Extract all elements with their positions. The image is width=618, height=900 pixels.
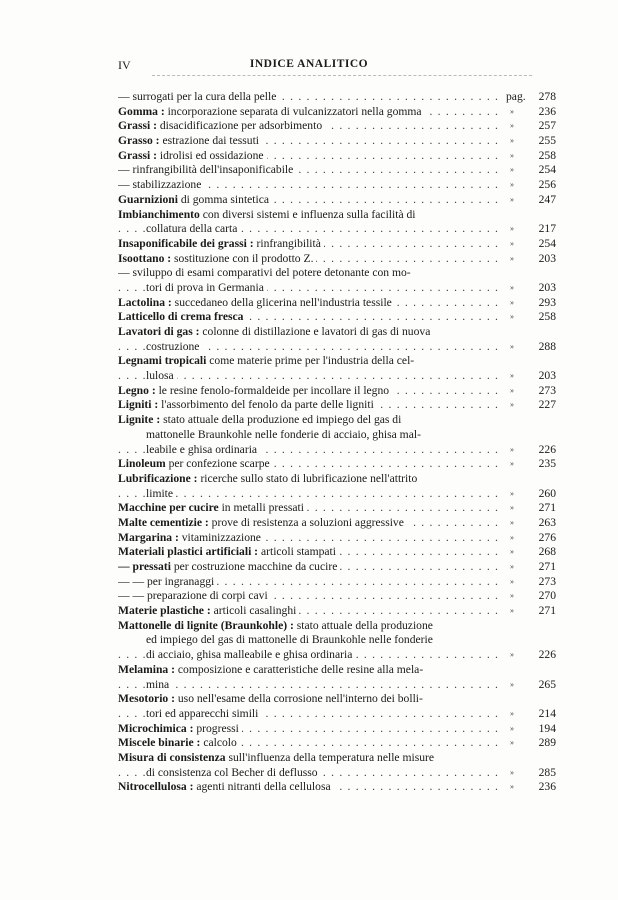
index-entry bbox=[118, 354, 558, 383]
entry-text: idrolisi ed ossidazione bbox=[156, 148, 264, 162]
page-ref-marker: » bbox=[510, 532, 514, 542]
entry-text: di gomma sintetica bbox=[177, 192, 270, 206]
page-ref-marker: » bbox=[510, 371, 514, 381]
page-number-ref: 214 bbox=[538, 706, 556, 720]
entry-text: collatura della carta bbox=[146, 222, 238, 236]
entry-text: ed impiego del gas di mattonelle di Braunkohle nelle fonderie bbox=[146, 633, 433, 647]
page-ref-marker: » bbox=[510, 738, 514, 748]
entry-text: — stabilizzazione bbox=[118, 178, 202, 192]
index-entry bbox=[118, 413, 558, 457]
index-line bbox=[118, 501, 558, 516]
entry-text: per costruzione macchine da cucire bbox=[170, 560, 338, 573]
page-ref-marker: » bbox=[510, 150, 514, 160]
page-number-ref: 273 bbox=[538, 383, 556, 397]
page-ref-marker: » bbox=[510, 591, 514, 601]
page-ref-marker: » bbox=[510, 297, 514, 307]
index-line bbox=[118, 722, 558, 737]
page-number-ref: 293 bbox=[538, 295, 556, 309]
page-ref-marker: » bbox=[510, 488, 514, 498]
entry-heading: Imbianchimento bbox=[118, 207, 200, 221]
page-number-ref: 254 bbox=[538, 236, 556, 250]
page-number-ref: 288 bbox=[538, 339, 556, 353]
index-line bbox=[118, 457, 558, 472]
entry-text: leabile e ghisa ordinaria bbox=[146, 442, 258, 456]
index-entry bbox=[118, 545, 558, 560]
entry-text: succedaneo della glicerina nell'industria tessile bbox=[171, 295, 392, 309]
entry-heading: Microchimica : bbox=[118, 721, 194, 735]
index-line bbox=[118, 354, 558, 369]
entry-text: incorporazione separata di vulcanizzatori nella gomma bbox=[164, 104, 422, 118]
entry-heading: Guarnizioni bbox=[118, 192, 178, 206]
entry-heading: Linoleum bbox=[118, 457, 166, 471]
index-entry bbox=[118, 457, 558, 472]
page-ref-marker: » bbox=[510, 767, 514, 777]
entry-heading: Insaponificabile dei grassi : bbox=[118, 236, 254, 250]
index-entry bbox=[118, 619, 558, 663]
index-list bbox=[118, 90, 558, 795]
entry-heading: Ligniti : bbox=[118, 398, 159, 412]
index-entry bbox=[118, 472, 558, 501]
page-ref-marker: » bbox=[510, 444, 514, 454]
entry-heading: Lignite : bbox=[118, 413, 161, 427]
page-number-ref: 194 bbox=[538, 721, 556, 735]
page-number-ref: 203 bbox=[538, 280, 556, 294]
entry-heading: Lubrificazione : bbox=[118, 471, 198, 485]
index-line bbox=[118, 310, 558, 325]
index-line bbox=[118, 90, 558, 105]
index-entry bbox=[118, 149, 558, 164]
index-entry bbox=[118, 780, 558, 795]
index-entry bbox=[118, 516, 558, 531]
index-line bbox=[118, 751, 558, 766]
page-number-ref: 289 bbox=[538, 736, 556, 750]
page-ref-marker: » bbox=[510, 503, 514, 513]
index-entry bbox=[118, 575, 558, 590]
entry-heading: Malte cementizie : bbox=[118, 515, 209, 529]
index-line bbox=[118, 589, 558, 604]
page-ref-marker: » bbox=[510, 606, 514, 616]
index-line bbox=[118, 648, 558, 663]
page-ref-marker: » bbox=[510, 679, 514, 689]
entry-heading: Mattonelle di lignite (Braunkohle) : bbox=[118, 618, 294, 632]
index-entry bbox=[118, 501, 558, 516]
entry-text: stato attuale della produzione bbox=[293, 618, 433, 632]
entry-heading: — pressati bbox=[118, 560, 171, 573]
page-number-ref: 285 bbox=[538, 765, 556, 779]
page-ref-marker: » bbox=[510, 708, 514, 718]
entry-text: per confezione scarpe bbox=[165, 457, 270, 471]
page-number-ref: 258 bbox=[538, 310, 556, 324]
page-number-ref: 257 bbox=[538, 119, 556, 133]
index-line bbox=[118, 766, 558, 781]
entry-text: limite bbox=[146, 486, 174, 500]
index-entry bbox=[118, 589, 558, 604]
page-number-ref: 236 bbox=[538, 780, 556, 794]
entry-text: mina bbox=[146, 677, 170, 691]
page-ref-marker: » bbox=[510, 782, 514, 792]
entry-text: estrazione dai tessuti bbox=[159, 134, 260, 148]
index-line bbox=[118, 296, 558, 311]
index-line bbox=[118, 780, 558, 795]
entry-heading: Grassi : bbox=[118, 119, 157, 133]
entry-heading: Misura di consistenza bbox=[118, 750, 226, 764]
page-ref-marker: » bbox=[510, 547, 514, 557]
entry-text: sostituzione con il prodotto Z. bbox=[171, 251, 314, 265]
index-line bbox=[118, 531, 558, 546]
page-ref-marker: » bbox=[510, 576, 514, 586]
entry-text: di consistenza col Becher di deflusso bbox=[146, 765, 318, 779]
page-ref-marker: » bbox=[510, 517, 514, 527]
page-number-ref: 256 bbox=[538, 178, 556, 192]
index-line bbox=[118, 413, 558, 428]
entry-text: — — preparazione di corpi cavi bbox=[118, 589, 268, 603]
index-line bbox=[118, 516, 558, 531]
entry-text: stato attuale della produzione ed impiego del gas di bbox=[160, 413, 402, 427]
entry-text: progressi bbox=[193, 721, 239, 735]
entry-text: l'assorbimento del fenolo da parte delle ligniti bbox=[158, 398, 374, 412]
index-line bbox=[118, 193, 558, 208]
page-number-ref: 247 bbox=[538, 192, 556, 206]
index-line bbox=[118, 266, 558, 281]
entry-text: mattonelle Braunkohle nelle fonderie di acciaio, ghisa mal- bbox=[146, 427, 421, 441]
index-entry bbox=[118, 178, 558, 193]
index-line bbox=[118, 149, 558, 164]
index-entry bbox=[118, 105, 558, 120]
page-number-ref: 235 bbox=[538, 457, 556, 471]
entry-heading: Legnami tropicali bbox=[118, 354, 207, 368]
index-entry bbox=[118, 310, 558, 325]
index-entry bbox=[118, 604, 558, 619]
entry-heading: Melamina : bbox=[118, 662, 175, 676]
entry-heading: Mesotorio : bbox=[118, 692, 175, 706]
index-line bbox=[118, 281, 558, 296]
page-ref-marker: » bbox=[510, 136, 514, 146]
page-number-ref: 263 bbox=[538, 515, 556, 529]
index-line bbox=[118, 325, 558, 340]
page-ref-marker: » bbox=[510, 106, 514, 116]
entry-heading: Isoottano : bbox=[118, 251, 172, 265]
index-line bbox=[118, 178, 558, 193]
page-number-ref: 276 bbox=[538, 530, 556, 544]
index-line bbox=[118, 692, 558, 707]
page-ref-marker: » bbox=[510, 400, 514, 410]
index-line bbox=[118, 222, 558, 237]
index-line bbox=[118, 678, 558, 693]
index-line bbox=[118, 487, 558, 502]
entry-text: sull'influenza della temperatura nelle misure bbox=[225, 750, 435, 764]
entry-text: tori ed apparecchi simili bbox=[146, 706, 259, 720]
page-number-ref: 268 bbox=[538, 545, 556, 559]
page-ref-marker: » bbox=[510, 165, 514, 175]
page-number-ref: 227 bbox=[538, 398, 556, 412]
index-entry bbox=[118, 325, 558, 354]
page-number-ref: 270 bbox=[538, 589, 556, 603]
page-ref-marker: » bbox=[510, 121, 514, 131]
index-line bbox=[118, 633, 558, 648]
entry-text: agenti nitranti della cellulosa bbox=[193, 780, 331, 794]
page-ref-marker: » bbox=[510, 312, 514, 322]
entry-text: articoli casalinghi bbox=[210, 604, 297, 618]
entry-text: — sviluppo di esami comparativi del potere detonante con mo- bbox=[118, 266, 411, 280]
page-number-ref: 271 bbox=[538, 560, 556, 573]
index-entry bbox=[118, 266, 558, 295]
index-line bbox=[118, 736, 558, 751]
page-number-ref: 271 bbox=[538, 604, 556, 618]
index-entry bbox=[118, 560, 558, 575]
index-line bbox=[118, 134, 558, 149]
entry-heading: Margarina : bbox=[118, 530, 179, 544]
index-line bbox=[118, 604, 558, 619]
entry-text: le resine fenolo-formaldeide per incollare il legno bbox=[155, 383, 390, 397]
index-entry bbox=[118, 134, 558, 149]
page-ref-marker: » bbox=[510, 253, 514, 263]
page-title: INDICE ANALITICO bbox=[249, 58, 369, 70]
entry-text: lulosa bbox=[146, 369, 174, 383]
page-ref-marker: » bbox=[510, 238, 514, 248]
page-ref-marker: » bbox=[510, 459, 514, 469]
page-number-ref: 217 bbox=[538, 222, 556, 236]
entry-text: vitaminizzazione bbox=[178, 530, 261, 544]
index-entry bbox=[118, 208, 558, 237]
page-number: IV bbox=[118, 58, 131, 72]
index-entry bbox=[118, 163, 558, 178]
entry-heading: Latticello di crema fresca bbox=[118, 310, 244, 324]
page-number-ref: 271 bbox=[538, 501, 556, 515]
index-line bbox=[118, 560, 558, 575]
index-entry bbox=[118, 722, 558, 737]
index-line bbox=[118, 163, 558, 178]
entry-text: composizione e caratteristiche delle resine alla mela- bbox=[175, 662, 424, 676]
page-ref-marker: » bbox=[510, 224, 514, 234]
index-entry bbox=[118, 751, 558, 780]
page-ref-marker: » bbox=[510, 723, 514, 733]
page-number-ref: 226 bbox=[538, 442, 556, 456]
page-number-ref: 265 bbox=[538, 677, 556, 691]
index-entry bbox=[118, 193, 558, 208]
index-entry bbox=[118, 663, 558, 692]
page-number-ref: 226 bbox=[538, 648, 556, 662]
index-line bbox=[118, 252, 558, 267]
entry-text: disacidificazione per adsorbimento bbox=[156, 119, 323, 133]
page-ref-marker: » bbox=[510, 562, 514, 571]
page-number-ref: 254 bbox=[538, 163, 556, 177]
index-entry bbox=[118, 296, 558, 311]
entry-text: rinfrangibilità bbox=[253, 236, 321, 250]
page-number-ref: 203 bbox=[538, 369, 556, 383]
entry-text: uso nell'esame della corrosione nell'interno dei bolli- bbox=[174, 692, 423, 706]
page-ref-marker: » bbox=[510, 385, 514, 395]
entry-heading: Grasso : bbox=[118, 134, 160, 148]
entry-heading: Lavatori di gas : bbox=[118, 325, 200, 338]
entry-text: tori di prova in Germania bbox=[146, 280, 264, 294]
entry-text: ricerche sullo stato di lubrificazione nell'attrito bbox=[197, 471, 418, 485]
page-ref-marker: » bbox=[510, 180, 514, 190]
index-line bbox=[118, 384, 558, 399]
page-number-ref: 255 bbox=[538, 134, 556, 148]
entry-text: costruzione bbox=[146, 339, 200, 353]
index-line bbox=[118, 369, 558, 384]
page-ref-marker: » bbox=[510, 650, 514, 660]
index-entry bbox=[118, 692, 558, 721]
page-number-ref: 260 bbox=[538, 486, 556, 500]
entry-heading: Gomma : bbox=[118, 104, 165, 118]
entry-heading: Grassi : bbox=[118, 148, 157, 162]
entry-text: — — per ingranaggi bbox=[118, 574, 215, 588]
index-line bbox=[118, 575, 558, 590]
page-ref-marker: » bbox=[510, 194, 514, 204]
entry-text: colonne di distillazione e lavatori di gas di nuova bbox=[199, 325, 431, 338]
entry-text: con diversi sistemi e influenza sulla facilità di bbox=[199, 207, 416, 221]
index-entry bbox=[118, 384, 558, 399]
index-line bbox=[118, 105, 558, 120]
index-line bbox=[118, 619, 558, 634]
index-line bbox=[118, 707, 558, 722]
index-line bbox=[118, 443, 558, 458]
index-line bbox=[118, 398, 558, 413]
entry-heading: Miscele binarie : bbox=[118, 736, 201, 750]
entry-heading: Macchine per cucire bbox=[118, 501, 219, 515]
index-entry bbox=[118, 398, 558, 413]
page-ref-marker: » bbox=[510, 282, 514, 292]
page-number-ref: 273 bbox=[538, 574, 556, 588]
index-entry bbox=[118, 531, 558, 546]
page-ref-marker: pag. bbox=[506, 90, 526, 103]
index-entry bbox=[118, 237, 558, 252]
index-line bbox=[118, 208, 558, 223]
index-line bbox=[118, 428, 558, 443]
page-number-ref: 258 bbox=[538, 148, 556, 162]
entry-heading: Legno : bbox=[118, 383, 156, 397]
entry-text: prove di resistenza a soluzioni aggressive bbox=[208, 515, 404, 529]
entry-text: articoli stampati bbox=[258, 545, 336, 559]
page-ref-marker: » bbox=[510, 341, 514, 351]
page-number-ref: 203 bbox=[538, 251, 556, 265]
index-entry bbox=[118, 90, 558, 105]
index-line bbox=[118, 119, 558, 134]
index-entry bbox=[118, 252, 558, 267]
index-line bbox=[118, 237, 558, 252]
entry-text: — rinfrangibilità dell'insaponificabile bbox=[118, 163, 294, 177]
page-number-ref: 278 bbox=[538, 90, 556, 103]
index-line bbox=[118, 545, 558, 560]
entry-text: di acciaio, ghisa malleabile e ghisa ordinaria bbox=[146, 648, 353, 662]
index-line bbox=[118, 472, 558, 487]
header-rule bbox=[152, 75, 532, 76]
index-line bbox=[118, 663, 558, 678]
index-entry bbox=[118, 736, 558, 751]
entry-text: come materie prime per l'industria della cel- bbox=[206, 354, 415, 368]
index-line bbox=[118, 340, 558, 355]
page-number-ref: 236 bbox=[538, 104, 556, 118]
entry-text: — surrogati per la cura della pelle bbox=[118, 90, 277, 103]
entry-text: in metalli pressati bbox=[218, 501, 304, 515]
entry-heading: Nitrocellulosa : bbox=[118, 780, 194, 794]
entry-heading: Materiali plastici artificiali : bbox=[118, 545, 259, 559]
entry-heading: Materie plastiche : bbox=[118, 604, 211, 618]
entry-heading: Lactolina : bbox=[118, 295, 172, 309]
entry-text: calcolo bbox=[200, 736, 237, 750]
index-entry bbox=[118, 119, 558, 134]
